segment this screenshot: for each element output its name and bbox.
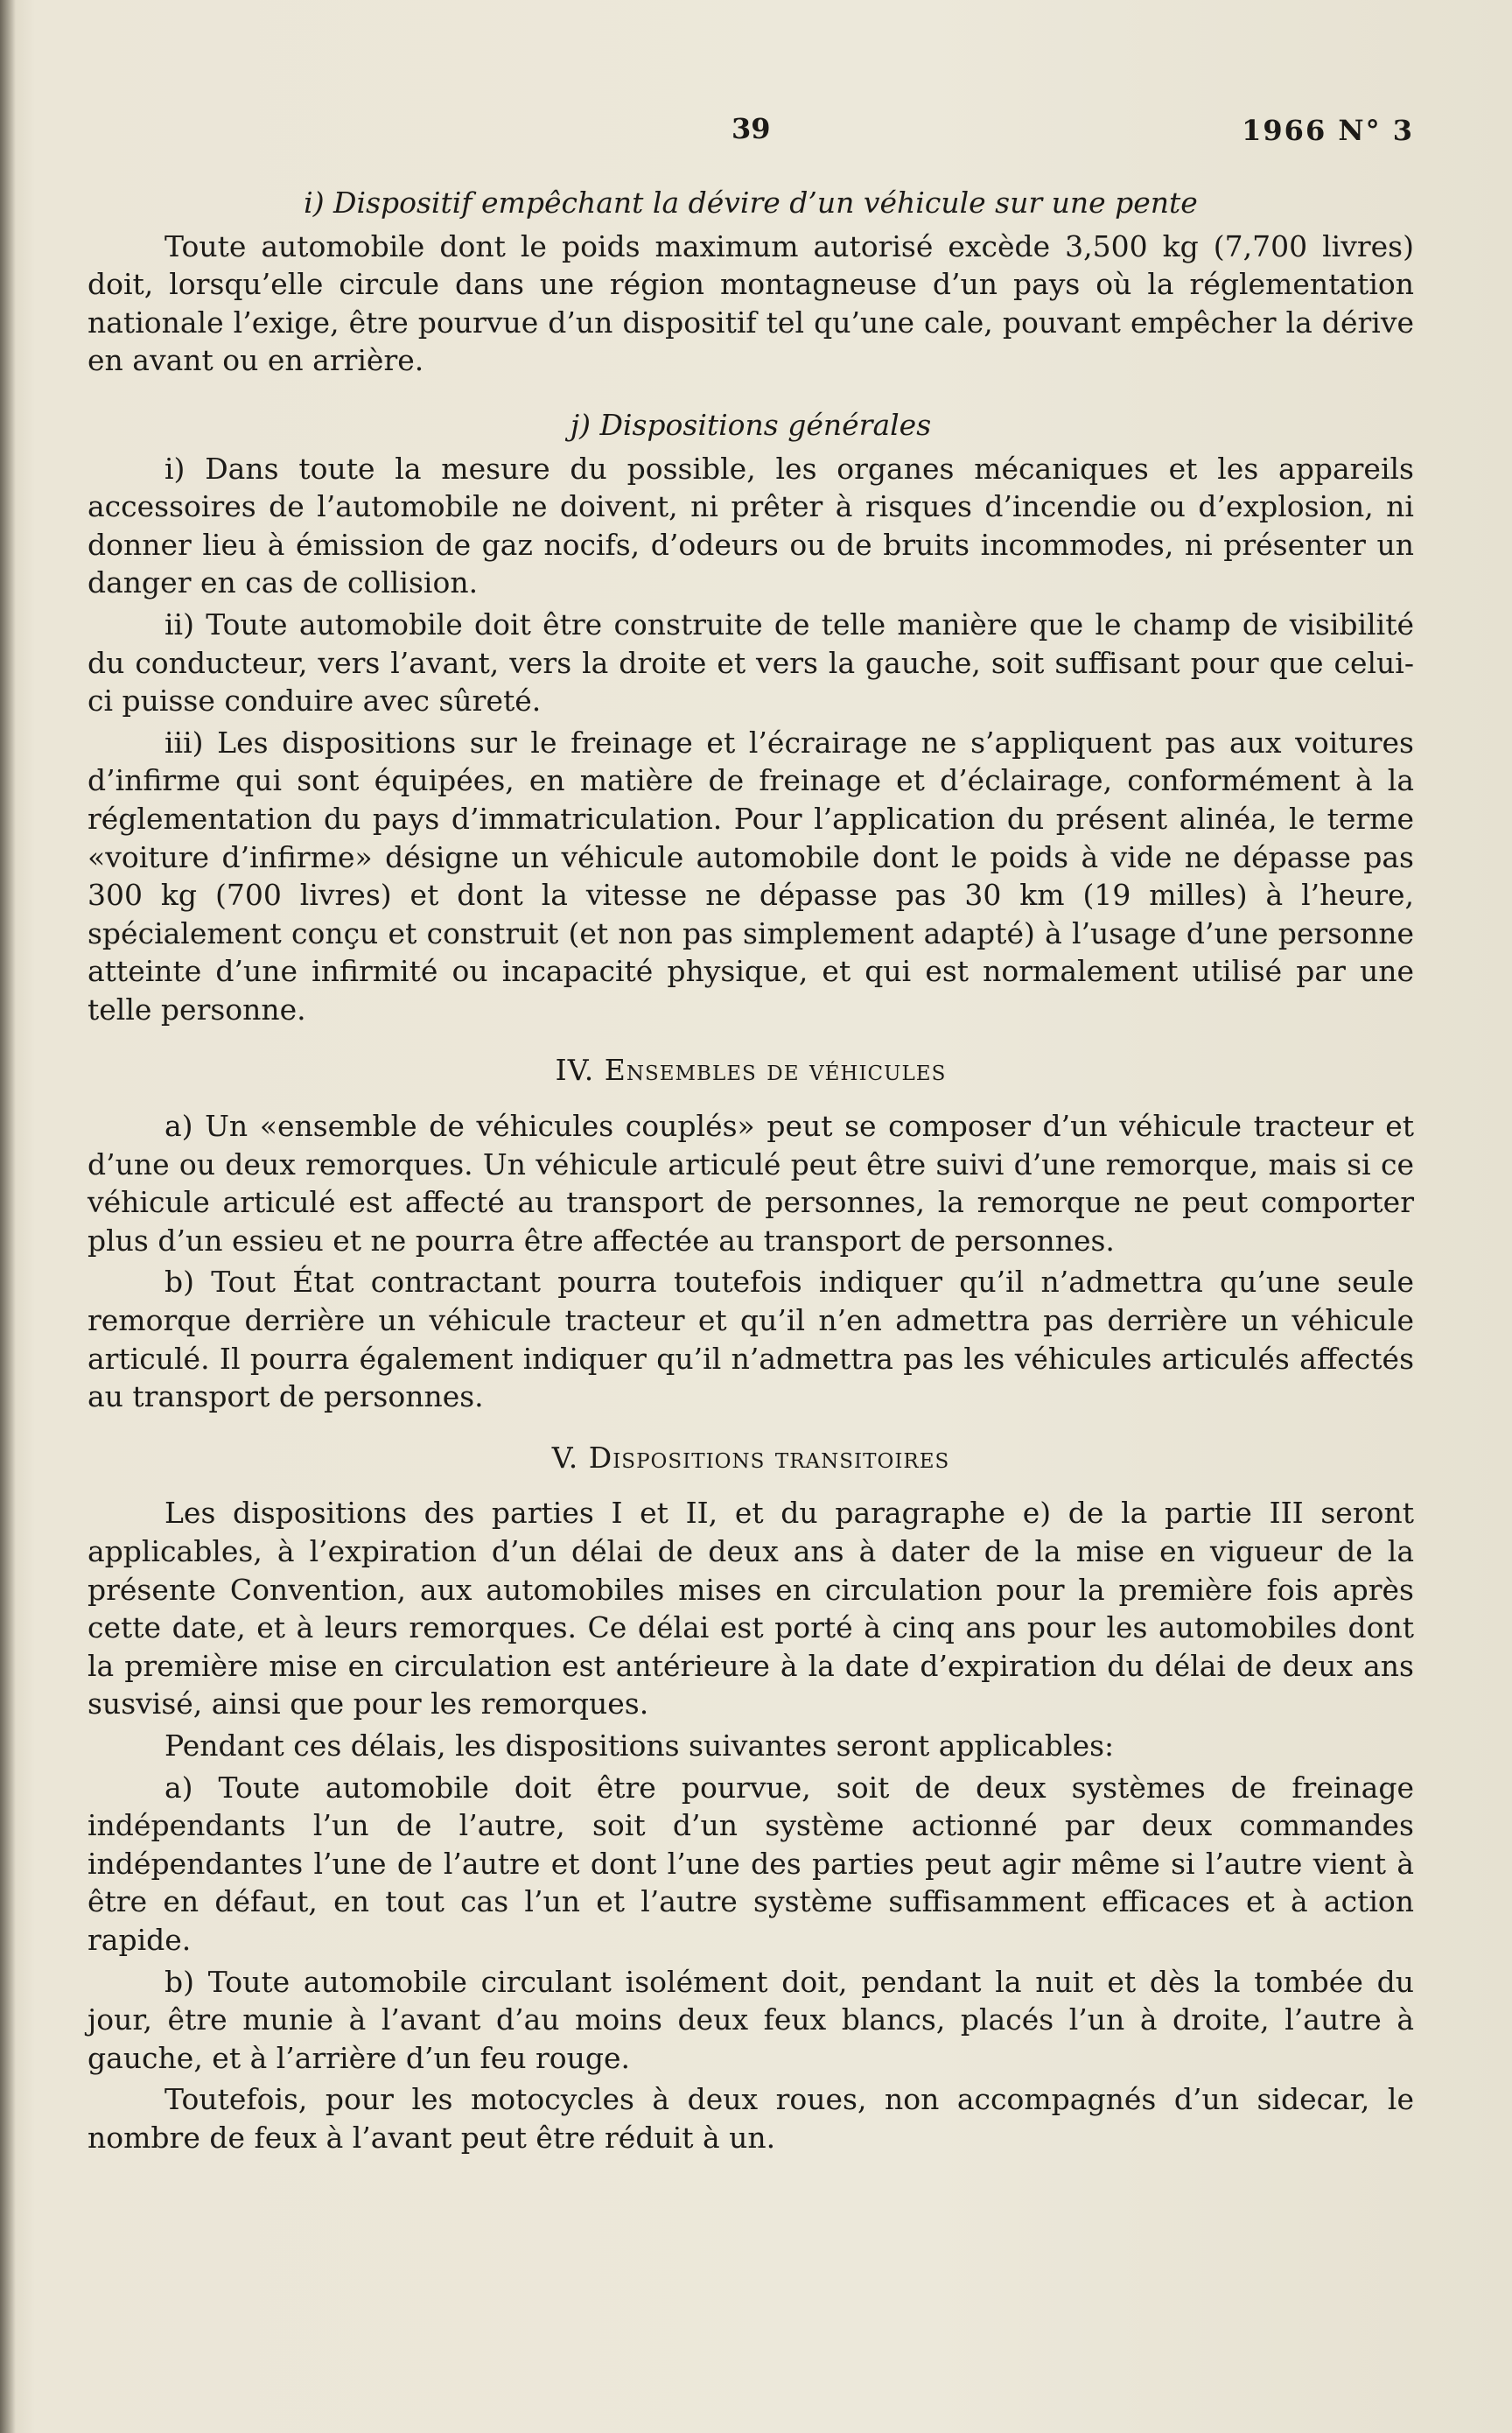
section-number-v: V. — [551, 1440, 579, 1475]
paragraph-j-1: i) Dans toute la mesure du possible, les organes mécaniques et les appareils accessoires de l’automobile ne doivent, ni prêter à risques d’incendie ou d’explosion, ni donner lieu à émission de gaz nocifs, d’odeurs ou de bruits incommodes, ni présenter un danger en cas de collision. — [88, 451, 1414, 600]
section-heading-iv — [88, 1051, 1414, 1090]
page-number: 39 — [732, 112, 771, 145]
paragraph-v-c: Toutefois, pour les motocycles à deux roues, non accompagnés d’un sidecar, le nombre de feux à l’avant peut être réduit à un. — [88, 2082, 1414, 2155]
section-heading-v — [88, 1439, 1414, 1477]
paragraph-v-b: b) Toute automobile circulant isolément doit, pendant la nuit et dès la tombée du jour, être munie à l’avant d’au moins deux feux blancs, placés l’un à droite, l’autre à gauche, et à l’arrière d’un feu rouge. — [88, 1964, 1414, 2075]
binding-shadow — [0, 0, 16, 2433]
paragraph-v-1: Les dispositions des parties I et II, et du paragraphe e) de la partie III seront applicables, à l’expiration d’un délai de deux ans à dater de la mise en vigueur de la présente Convention, aux automobiles mises en circulation pour la première fois après cette date, et à leurs remorques. Ce délai est porté à cinq ans pour les automobiles dont la première mise en circulation est antérieure à la date d’expiration du délai de deux ans susvisé, ainsi que pour les remorques. — [88, 1496, 1414, 1721]
paragraph-j-3: iii) Les dispositions sur le freinage et l’écrairage ne s’appliquent pas aux voitures d’infirme qui sont équipées, en matière de freinage et d’éclairage, conformément à la réglementation du pays d’immatriculation. Pour l’application du présent alinéa, le terme «voiture d’infirme» désigne un véhicule automobile dont le poids à vide ne dépasse pas 300 kg (700 livres) et dont la vitesse ne dépasse pas 30 km (19 milles) à l’heure, spécialement conçu et construit (et non pas simplement adapté) à l’usage d’une personne atteinte d’une infirmité ou incapacité physique, et qui est normalement utilisé par une telle personne. — [88, 725, 1414, 1027]
section-title-v: Dispositions transitoires — [588, 1440, 950, 1475]
paragraph-i: Toute automobile dont le poids maximum autorisé excède 3,500 kg (7,700 livres) doit, lorsqu’elle circule dans une région montagneuse d’un pays où la réglementation nationale l’exige, être pourvue d’un dispositif tel qu’une cale, pouvant empêcher la dérive en avant ou en arrière. — [88, 228, 1414, 378]
paragraph-iv-b: b) Tout État contractant pourra toutefois indiquer qu’il n’admettra qu’une seule remorque derrière un véhicule tracteur et qu’il n’en admettra pas derrière un véhicule articulé. Il pourra également indiquer qu’il n’admettra pas les véhicules articulés affectés au transport de personnes. — [88, 1265, 1414, 1414]
section-title-iv: Ensembles de véhicules — [604, 1053, 947, 1088]
page-body — [88, 184, 1414, 2161]
paragraph-iv-a: a) Un «ensemble de véhicules couplés» peut se composer d’un véhicule tracteur et d’une ou deux remorques. Un véhicule articulé peut être suivi d’une remorque, mais si ce véhicule articulé est affecté au transport de personnes, la remorque ne peut comporter plus d’un essieu et ne pourra être affectée au transport de personnes. — [88, 1109, 1414, 1258]
paragraph-v-a: a) Toute automobile doit être pourvue, soit de deux systèmes de freinage indépendants l’un de l’autre, soit d’un système actionné par deux commandes indépendantes l’une de l’autre et dont l’une des parties peut agir même si l’autre vient à être en défaut, en tout cas l’un et l’autre système suffisamment efficaces et à action rapide. — [88, 1770, 1414, 1957]
subsection-heading-i: i) Dispositif empêchant la dévire d’un véhicule sur une pente — [304, 186, 1198, 220]
paragraph-j-2: ii) Toute automobile doit être construite de telle manière que le champ de visibilité du conducteur, vers l’avant, vers la droite et vers la gauche, soit suffisant pour que celui-ci puisse conduire avec sûreté. — [88, 606, 1414, 719]
page-header — [0, 112, 1512, 156]
section-number-iv: IV. — [555, 1053, 595, 1088]
issue-label: 1966 N° 3 — [1242, 114, 1414, 147]
paragraph-v-2: Pendant ces délais, les dispositions suivantes seront applicables: — [164, 1728, 1115, 1763]
subsection-heading-j: j) Dispositions générales — [570, 407, 932, 442]
